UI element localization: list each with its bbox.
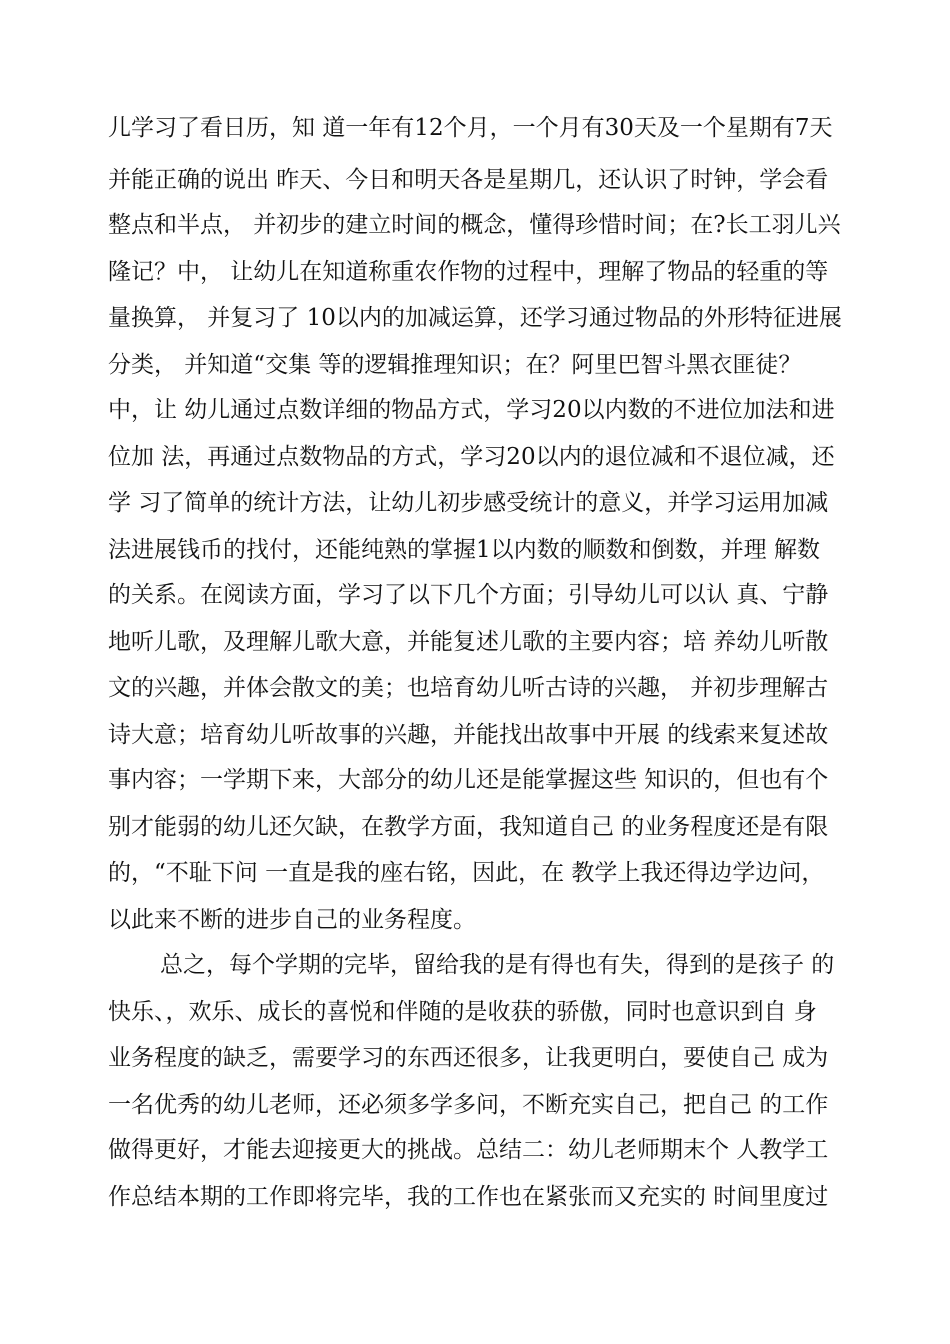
text-line: 的关系。在阅读方面，学习了以下几个方面；引导幼儿可以认 真、宁静 (108, 582, 829, 608)
text-line: 位加 法，再通过点数物品的方式，学习20以内的退位减和不退位减，还 (108, 444, 835, 470)
text-line: 以此来不断的进步自己的业务程度。 (108, 907, 476, 933)
text-line: 总之，每个学期的完毕，留给我的是有得也有失，得到的是孩子 的 (160, 952, 835, 978)
text-line: 并能正确的说出 昨天、今日和明天各是星期几，还认识了时钟，学会看 (108, 167, 829, 193)
text-line: 儿学习了看日历，知 道一年有12个月，一个月有30天及一个星期有7天 (108, 115, 833, 141)
text-line: 作总结本期的工作即将完毕，我的工作也在紧张而又充实的 时间里度过 (108, 1184, 829, 1210)
text-line: 整点和半点， 并初步的建立时间的概念，懂得珍惜时间；在?长工羽儿兴 (108, 212, 841, 238)
text-line: 诗大意；培育幼儿听故事的兴趣，并能找出故事中开展 的线索来复述故 (108, 722, 829, 748)
text-line: 业务程度的缺乏，需要学习的东西还很多，让我更明白，要使自己 成为 (108, 1045, 829, 1071)
text-line: 分类， 并知道“交集 等的逻辑推理知识；在？阿里巴智斗黑衣匪徒？ (108, 352, 802, 378)
text-line: 地听儿歌，及理解儿歌大意，并能复述儿歌的主要内容；培 养幼儿听散 (108, 629, 829, 655)
text-line: 中，让 幼儿通过点数详细的物品方式，学习20以内数的不进位加法和进 (108, 397, 835, 423)
text-line: 事内容；一学期下来，大部分的幼儿还是能掌握这些 知识的，但也有个 (108, 767, 829, 793)
text-line: 学 习了简单的统计方法，让幼儿初步感受统计的意义，并学习运用加减 (108, 490, 829, 516)
text-line: 别才能弱的幼儿还欠缺，在教学方面，我知道自己 的业务程度还是有限 (108, 814, 829, 840)
text-line: 快乐、，欢乐、成长的喜悦和伴随的是收获的骄傲，同时也意识到自 身 (108, 999, 817, 1025)
text-line: 文的兴趣，并体会散文的美；也培育幼儿听古诗的兴趣， 并初步理解古 (108, 675, 829, 701)
text-line: 量换算， 并复习了 10以内的加减运算，还学习通过物品的外形特征进展 (108, 305, 842, 331)
text-line: 的，“不耻下问 一直是我的座右铭，因此，在 教学上我还得边学边问， (108, 860, 825, 886)
text-line: 法进展钱币的找付，还能纯熟的掌握1以内数的顺数和倒数，并理 解数 (108, 537, 820, 563)
text-line: 隆记？中， 让幼儿在知道称重农作物的过程中，理解了物品的轻重的等 (108, 259, 829, 285)
text-line: 做得更好，才能去迎接更大的挑战。总结二：幼儿老师期末个 人教学工 (108, 1137, 829, 1163)
text-line: 一名优秀的幼儿老师，还必须多学多问，不断充实自己，把自己 的工作 (108, 1092, 829, 1118)
